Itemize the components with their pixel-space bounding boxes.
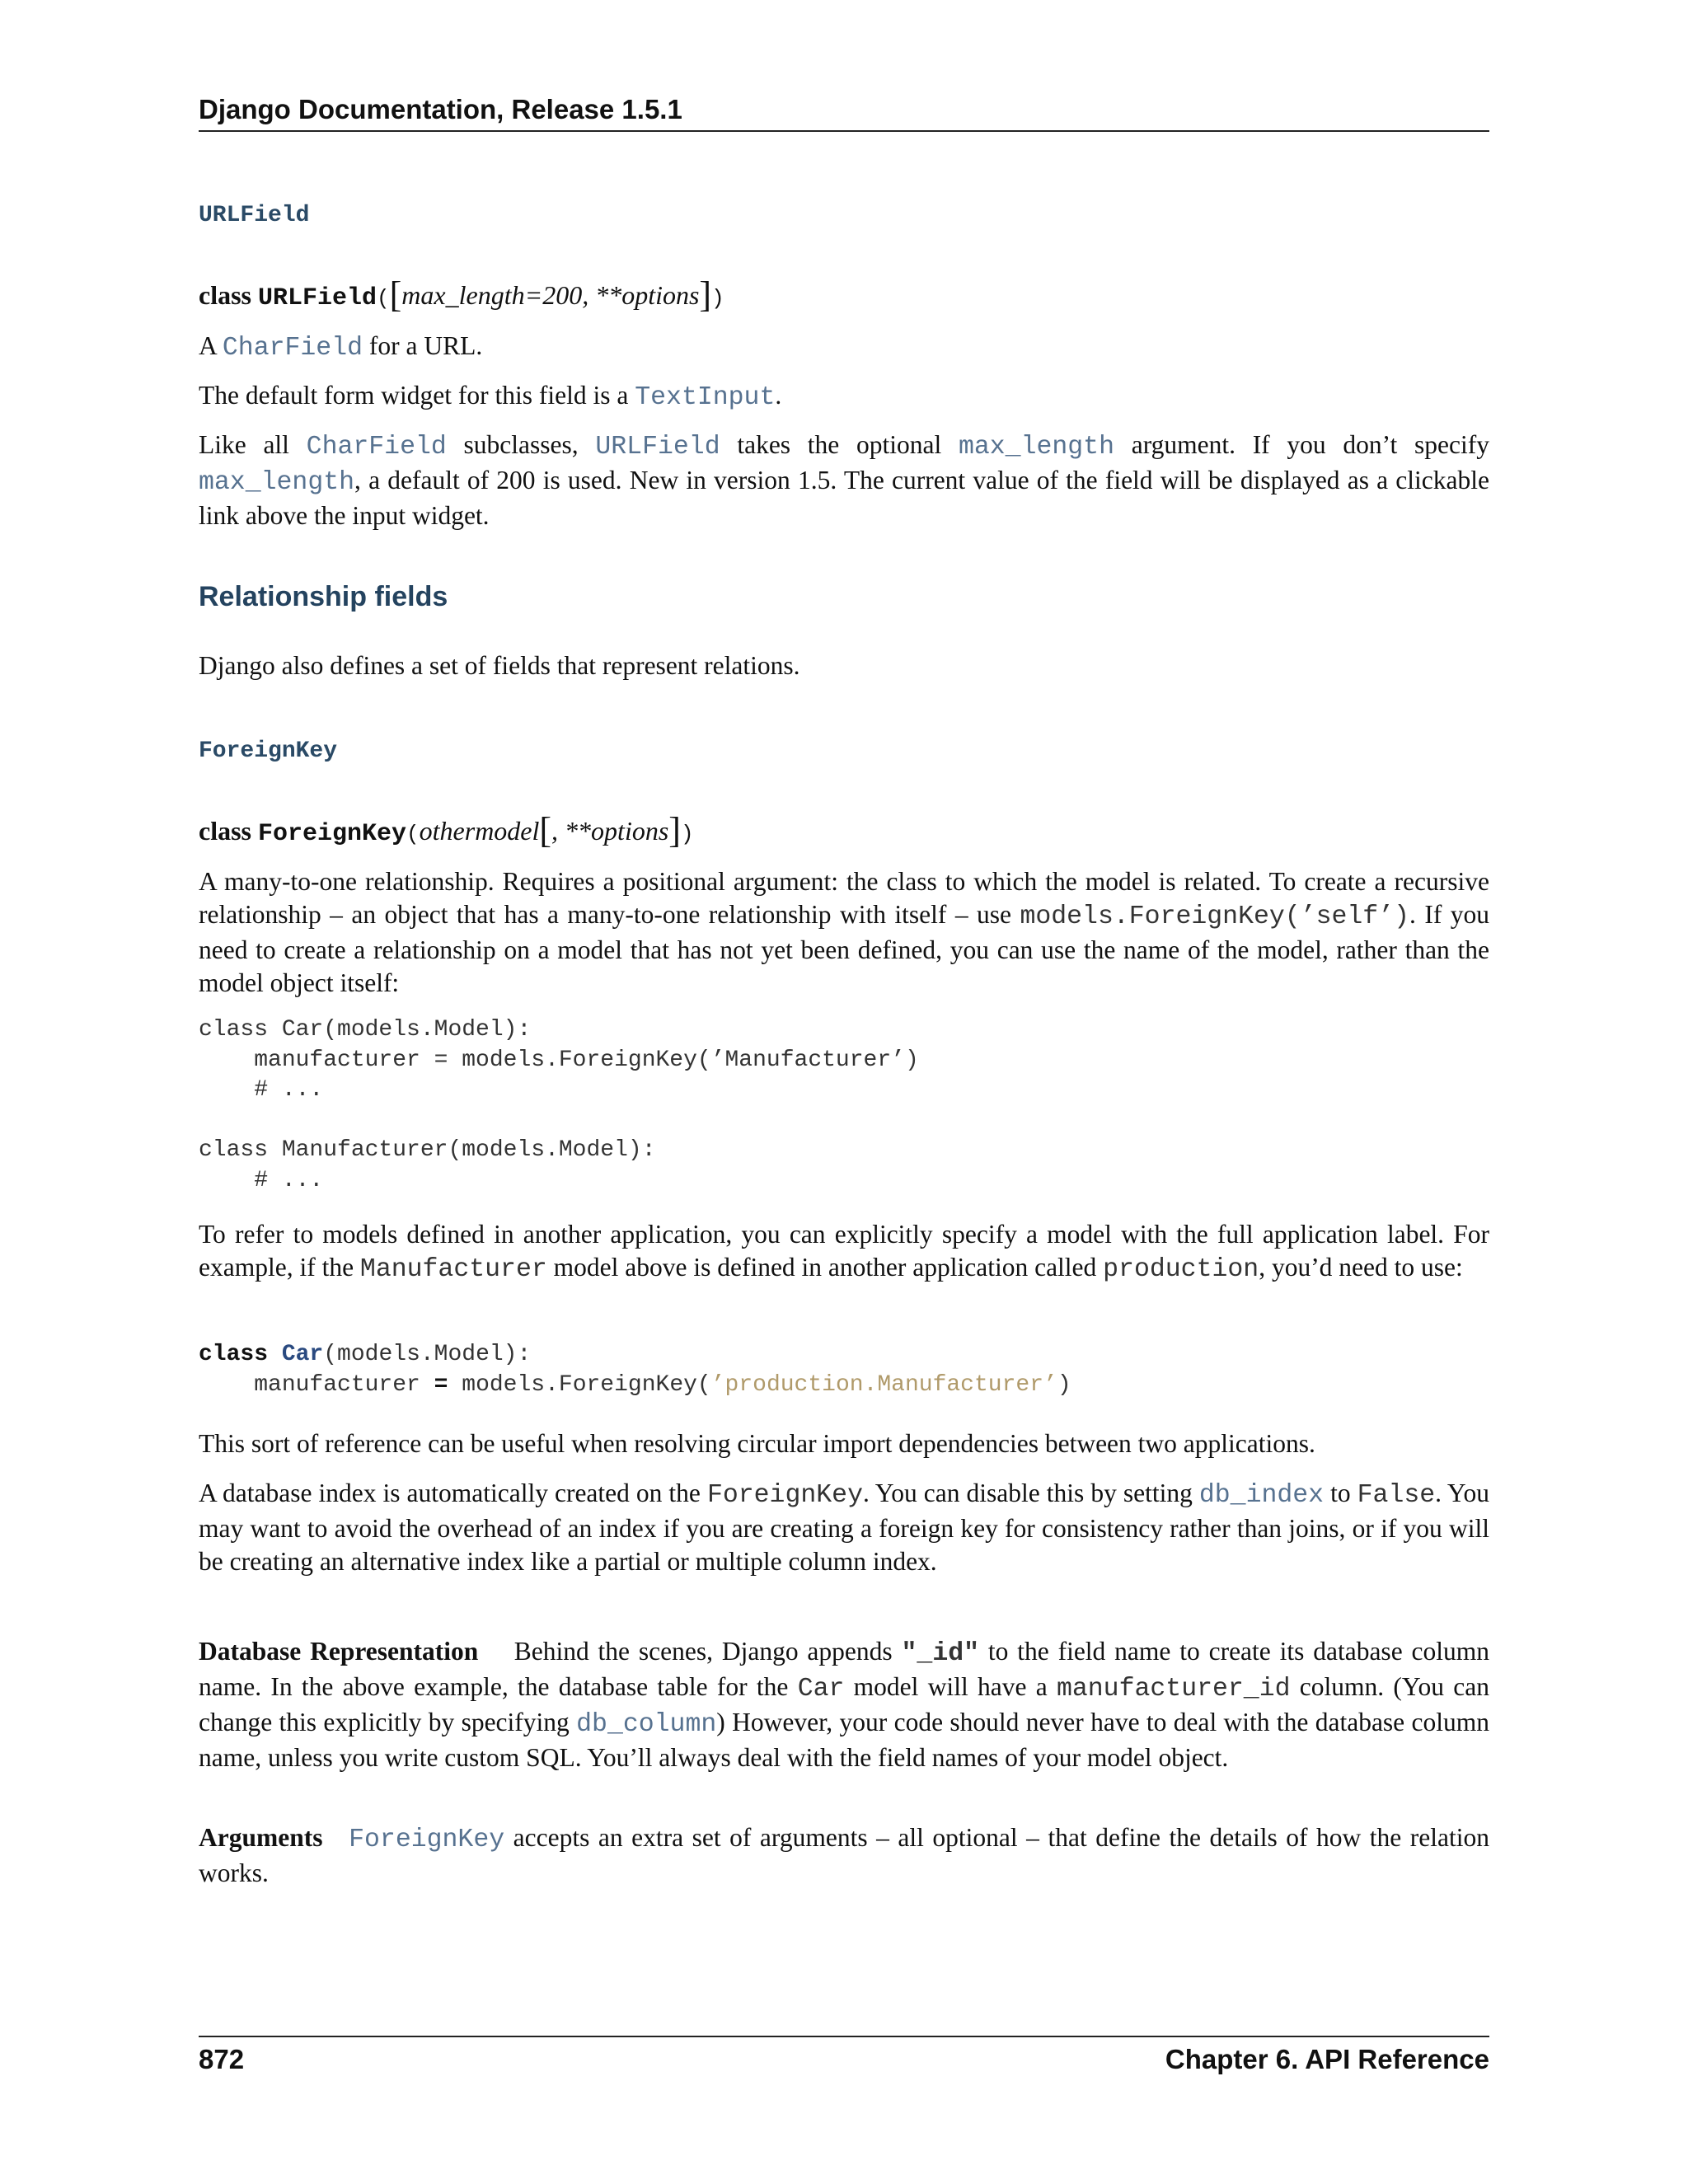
text: . bbox=[775, 381, 782, 410]
runin-heading: Arguments bbox=[199, 1823, 323, 1852]
text: subclasses, bbox=[446, 430, 596, 459]
text: ) However, your code should never have to deal with the database column name, unless you write custom SQL. You’ll always deal with the field names of your model object. bbox=[199, 1708, 1489, 1772]
charfield-link[interactable]: CharField bbox=[306, 433, 447, 462]
urlfield-para-3 bbox=[199, 429, 1489, 532]
code-text: models.ForeignKey( bbox=[448, 1371, 711, 1398]
code-text: manufacturer bbox=[199, 1371, 434, 1398]
runin-heading: Database Representation bbox=[199, 1637, 479, 1666]
sig-open-bracket: [ bbox=[389, 274, 402, 315]
text: model will have a bbox=[844, 1672, 1057, 1701]
code-text: (models.Model): bbox=[323, 1342, 532, 1367]
urlfield-para-2 bbox=[199, 379, 781, 415]
relationship-intro: Django also defines a set of fields that represent relations. bbox=[199, 651, 800, 680]
text: , a default of 200 is used. New in version 1.5. The current value of the field will be displayed as a clickable link above the input widget. bbox=[199, 466, 1489, 530]
database-representation-para bbox=[199, 1635, 1489, 1774]
text: . You may want to avoid the overhead of an index if you are creating a foreign key for consistency rather than joins, or if you will be creating an alternative index like a partial or multiple column index. bbox=[199, 1479, 1489, 1576]
text: to bbox=[1324, 1479, 1357, 1507]
code-class-name: Car bbox=[281, 1342, 324, 1367]
db-column-link[interactable]: db_column bbox=[576, 1710, 717, 1739]
db-index-link[interactable]: db_index bbox=[1198, 1481, 1325, 1510]
sig-args: max_length=200, **options bbox=[401, 280, 700, 310]
foreignkey-heading: ForeignKey bbox=[199, 738, 338, 764]
running-footer bbox=[199, 2036, 1489, 2075]
text: for a URL. bbox=[363, 331, 483, 360]
foreignkey-para-2 bbox=[199, 1218, 1489, 1286]
text: takes the optional bbox=[720, 430, 959, 459]
sig-class-name: ForeignKey bbox=[258, 820, 407, 848]
sig-open-bracket: [ bbox=[539, 810, 552, 851]
code-block-car-manufacturer: class Car(models.Model): manufacturer = models.ForeignKey(’Manufacturer’) # ... class Manufacturer(models.Model): # ... bbox=[199, 1017, 919, 1193]
text: To refer to models defined in another application, you can explicitly specify a model with the full application label. For example, if the bbox=[199, 1220, 1489, 1282]
sig-close-bracket: ] bbox=[699, 274, 712, 315]
arguments-para bbox=[199, 1821, 1489, 1890]
textinput-link[interactable]: TextInput bbox=[635, 383, 776, 412]
max-length-link[interactable]: max_length bbox=[958, 433, 1114, 462]
inline-code: False bbox=[1357, 1481, 1436, 1510]
sig-class-keyword: class bbox=[199, 280, 251, 310]
foreignkey-signature bbox=[199, 810, 694, 851]
running-header: Django Documentation, Release 1.5.1 bbox=[199, 89, 1489, 132]
text: . You can disable this by setting bbox=[862, 1479, 1199, 1507]
text: A many-to-one relationship. Requires a positional argument: the class to which the model is related. To create a recursive relationship – an object that has a many-to-one relationship with itself – use bbox=[199, 867, 1489, 929]
relationship-fields-heading: Relationship fields bbox=[199, 581, 448, 612]
text: Like all bbox=[199, 430, 307, 459]
max-length-link[interactable]: max_length bbox=[199, 468, 355, 497]
sig-class-keyword: class bbox=[199, 816, 251, 846]
inline-code: production bbox=[1103, 1255, 1259, 1284]
code-text: ) bbox=[1057, 1371, 1071, 1398]
code-keyword: class bbox=[199, 1342, 269, 1367]
sig-open-paren: ( bbox=[406, 822, 420, 846]
inline-code: ForeignKey bbox=[706, 1481, 863, 1510]
sig-open-paren: ( bbox=[377, 286, 390, 311]
text: accepts an extra set of arguments – all optional – that define the details of how the relation works. bbox=[199, 1823, 1490, 1887]
text: column. (You can change this explicitly by specifying bbox=[199, 1672, 1489, 1736]
text: model above is defined in another application called bbox=[546, 1253, 1104, 1282]
foreignkey-para-4 bbox=[199, 1477, 1489, 1578]
inline-code: Manufacturer bbox=[359, 1255, 547, 1284]
code-operator: = bbox=[434, 1371, 448, 1398]
page-number: 872 bbox=[199, 2044, 245, 2074]
foreignkey-para-1 bbox=[199, 865, 1489, 1000]
inline-code: Car bbox=[797, 1675, 845, 1704]
urlfield-link[interactable]: URLField bbox=[595, 433, 720, 462]
code-block-production-manufacturer bbox=[199, 1340, 1071, 1400]
foreignkey-link[interactable]: ForeignKey bbox=[349, 1825, 505, 1854]
sig-arg-othermodel: othermodel bbox=[419, 816, 540, 846]
code-string: ’production.Manufacturer’ bbox=[710, 1371, 1057, 1398]
sig-class-name: URLField bbox=[258, 284, 377, 312]
sig-close-bracket: ] bbox=[668, 810, 681, 851]
sig-close-paren: ) bbox=[711, 286, 724, 311]
text: The default form widget for this field is a bbox=[199, 381, 635, 410]
inline-code: manufacturer_id bbox=[1056, 1675, 1291, 1704]
text: argument. If you don’t specify bbox=[1114, 430, 1489, 459]
text: A bbox=[199, 331, 223, 360]
text: , you’d need to use: bbox=[1259, 1253, 1463, 1282]
sig-args: , **options bbox=[551, 816, 669, 846]
inline-code: models.ForeignKey(’self’) bbox=[1020, 902, 1410, 931]
text: Behind the scenes, Django appends bbox=[513, 1637, 902, 1666]
text: A database index is automatically created on the bbox=[199, 1479, 707, 1507]
sig-close-paren: ) bbox=[680, 822, 694, 846]
urlfield-signature bbox=[199, 274, 724, 315]
text: . If you need to create a relationship on a model that has not yet been defined, you can use the name of the model, rather than the model object itself: bbox=[199, 900, 1489, 997]
text: to the field name to create its database column name. In the above example, the database table for the bbox=[199, 1637, 1490, 1701]
inline-code: "_id" bbox=[901, 1639, 980, 1668]
foreignkey-para-3: This sort of reference can be useful when resolving circular import dependencies between two applications. bbox=[199, 1429, 1315, 1458]
chapter-title: Chapter 6. API Reference bbox=[1165, 2044, 1489, 2074]
urlfield-para-1 bbox=[199, 330, 482, 365]
urlfield-heading: URLField bbox=[199, 203, 310, 228]
charfield-link[interactable]: CharField bbox=[222, 334, 363, 363]
